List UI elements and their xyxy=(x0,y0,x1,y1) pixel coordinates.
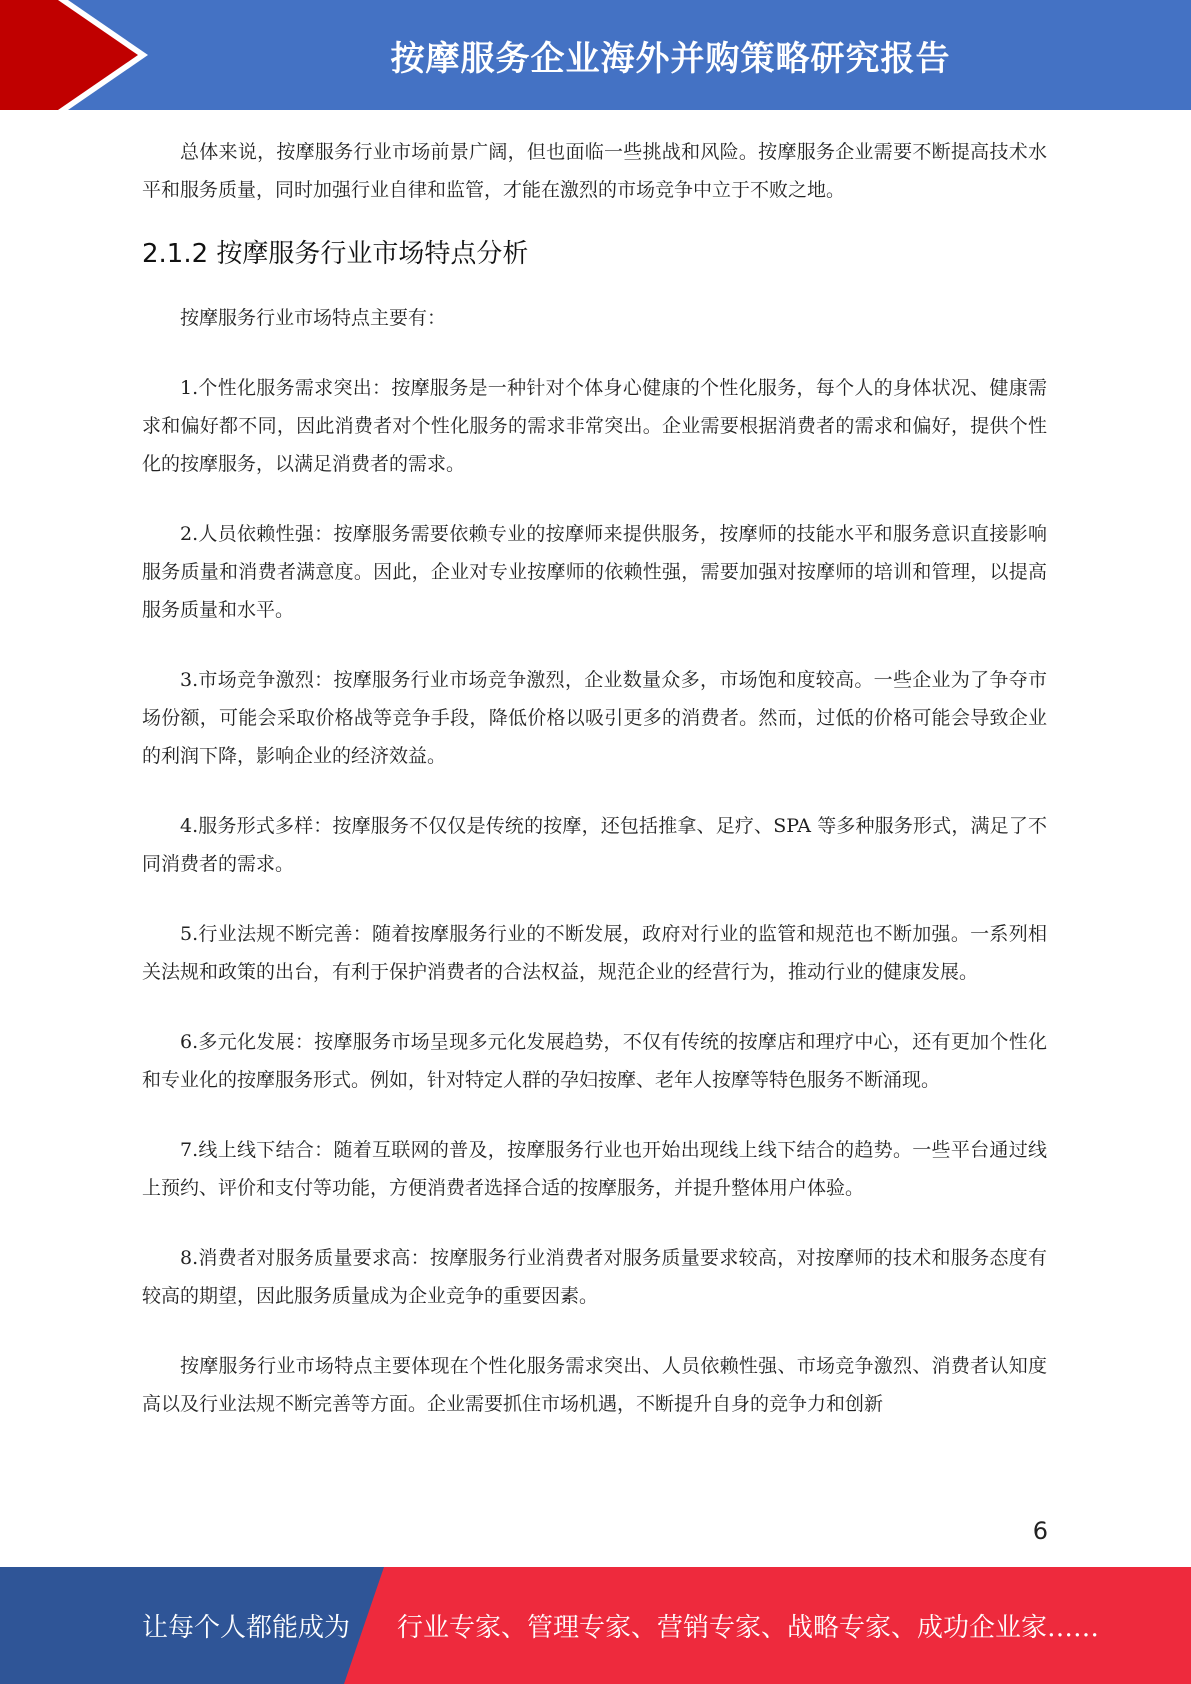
section-heading: 2.1.2 按摩服务行业市场特点分析 xyxy=(142,239,529,269)
point-paragraph: 3.市场竞争激烈：按摩服务行业市场竞争激烈，企业数量众多，市场饱和度较高。一些企业为了争夺市场份额，可能会采取价格战等竞争手段，降低价格以吸引更多的消费者。然而，过低的价格可能会导致企业的利润下降，影响企业的经济效益。 xyxy=(142,669,1047,767)
footer-slogan-left: 让每个人都能成为 xyxy=(142,1613,351,1643)
page-footer xyxy=(0,1567,1191,1684)
point-paragraph: 5.行业法规不断完善：随着按摩服务行业的不断发展，政府对行业的监管和规范也不断加强。一系列相关法规和政策的出台，有利于保护消费者的合法权益，规范企业的经营行为，推动行业的健康发展。 xyxy=(142,923,1047,983)
page-number: 6 xyxy=(1032,1517,1048,1545)
footer-slogan-right: 行业专家、管理专家、营销专家、战略专家、成功企业家…… xyxy=(397,1613,1100,1643)
page-content xyxy=(142,133,1047,1423)
point-paragraph: 1.个性化服务需求突出：按摩服务是一种针对个体身心健康的个性化服务，每个人的身体状况、健康需求和偏好都不同，因此消费者对个性化服务的需求非常突出。企业需要根据消费者的需求和偏好，提供个性化的按摩服务，以满足消费者的需求。 xyxy=(142,377,1047,475)
report-title: 按摩服务企业海外并购策略研究报告 xyxy=(390,38,951,79)
point-paragraph: 4.服务形式多样：按摩服务不仅仅是传统的按摩，还包括推拿、足疗、SPA 等多种服务形式，满足了不同消费者的需求。 xyxy=(142,815,1047,875)
intro-paragraph: 总体来说，按摩服务行业市场前景广阔，但也面临一些挑战和风险。按摩服务企业需要不断提高技术水平和服务质量，同时加强行业自律和监管，才能在激烈的市场竞争中立于不败之地。 xyxy=(142,141,1047,201)
summary-paragraph: 按摩服务行业市场特点主要体现在个性化服务需求突出、人员依赖性强、市场竞争激烈、消费者认知度高以及行业法规不断完善等方面。企业需要抓住市场机遇，不断提升自身的竞争力和创新 xyxy=(142,1355,1047,1415)
point-paragraph: 2.人员依赖性强：按摩服务需要依赖专业的按摩师来提供服务，按摩师的技能水平和服务意识直接影响服务质量和消费者满意度。因此，企业对专业按摩师的依赖性强，需要加强对按摩师的培训和管理，以提高服务质量和水平。 xyxy=(142,523,1047,621)
page-header xyxy=(0,0,1191,110)
point-paragraph: 6.多元化发展：按摩服务市场呈现多元化发展趋势，不仅有传统的按摩店和理疗中心，还有更加个性化和专业化的按摩服务形式。例如，针对特定人群的孕妇按摩、老年人按摩等特色服务不断涌现。 xyxy=(142,1031,1047,1091)
point-paragraph: 7.线上线下结合：随着互联网的普及，按摩服务行业也开始出现线上线下结合的趋势。一些平台通过线上预约、评价和支付等功能，方便消费者选择合适的按摩服务，并提升整体用户体验。 xyxy=(142,1139,1047,1199)
lead-paragraph: 按摩服务行业市场特点主要有： xyxy=(180,307,447,329)
point-paragraph: 8.消费者对服务质量要求高：按摩服务行业消费者对服务质量要求较高，对按摩师的技术和服务态度有较高的期望，因此服务质量成为企业竞争的重要因素。 xyxy=(142,1247,1047,1307)
